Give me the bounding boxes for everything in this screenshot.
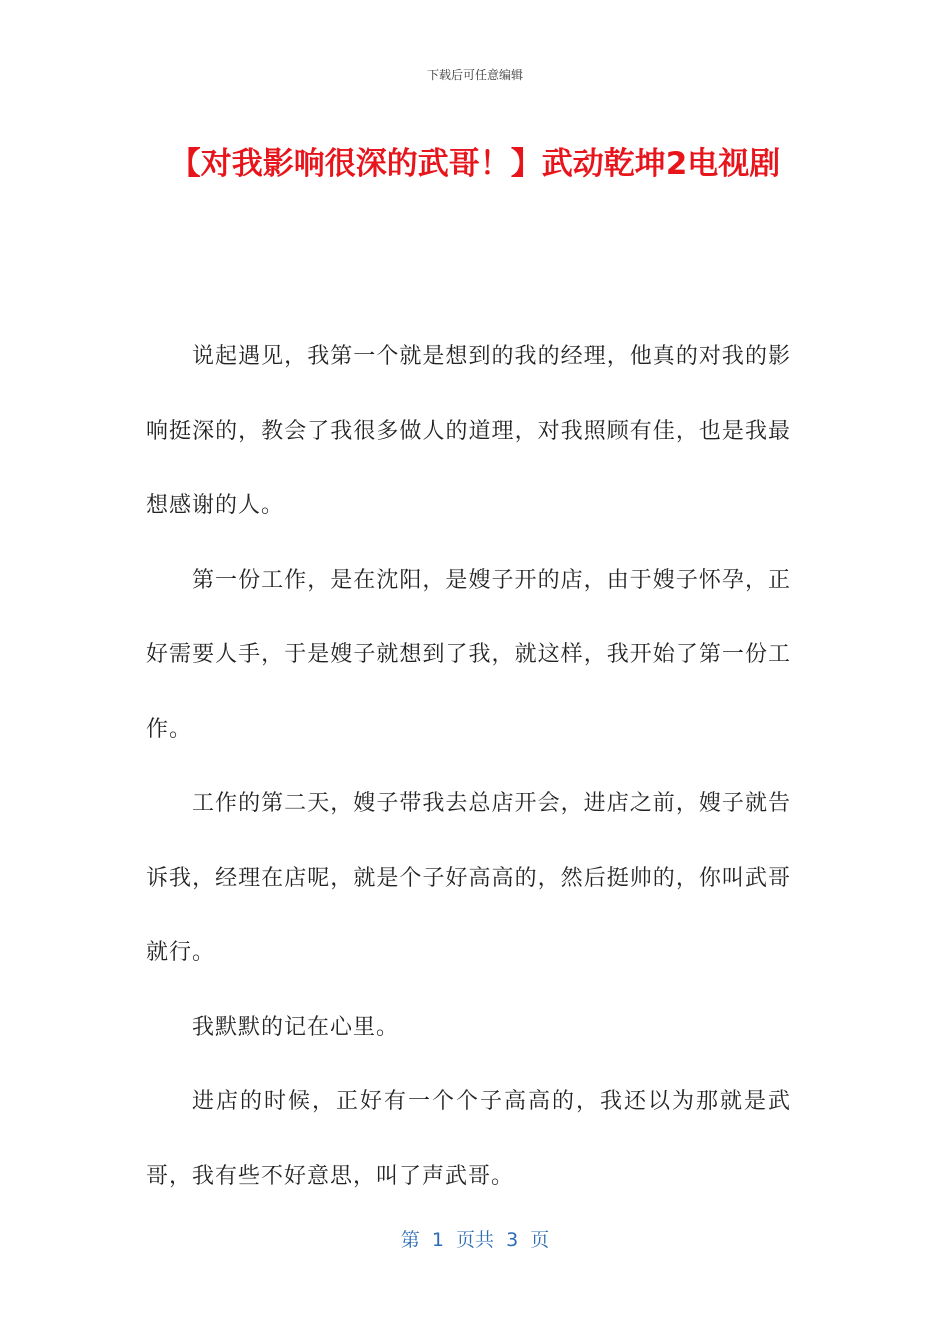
- header-note: 下载后可任意编辑: [426, 68, 523, 82]
- document-title: 【对我影响很深的武哥！】武动乾坤2电视剧: [169, 146, 781, 182]
- page-number: 第 1 页共 3 页: [400, 1229, 550, 1251]
- paragraph: 第一份工作，是在沈阳，是嫂子开的店，由于嫂子怀孕，正好需要人手，于是嫂子就想到了我，就这样，我开始了第一份工作。: [146, 567, 791, 742]
- document-body: [146, 320, 791, 1214]
- paragraph: 说起遇见，我第一个就是想到的我的经理，他真的对我的影响挺深的，教会了我很多做人的道理，对我照顾有佳，也是我最想感谢的人。: [146, 344, 791, 518]
- paragraph: 我默默的记在心里。: [192, 1014, 400, 1040]
- paragraph: 工作的第二天，嫂子带我去总店开会，进店之前，嫂子就告诉我，经理在店呢，就是个子好高高的，然后挺帅的，你叫武哥就行。: [146, 791, 791, 965]
- paragraph: 进店的时候，正好有一个个子高高的，我还以为那就是武哥，我有些不好意思，叫了声武哥。: [146, 1089, 791, 1189]
